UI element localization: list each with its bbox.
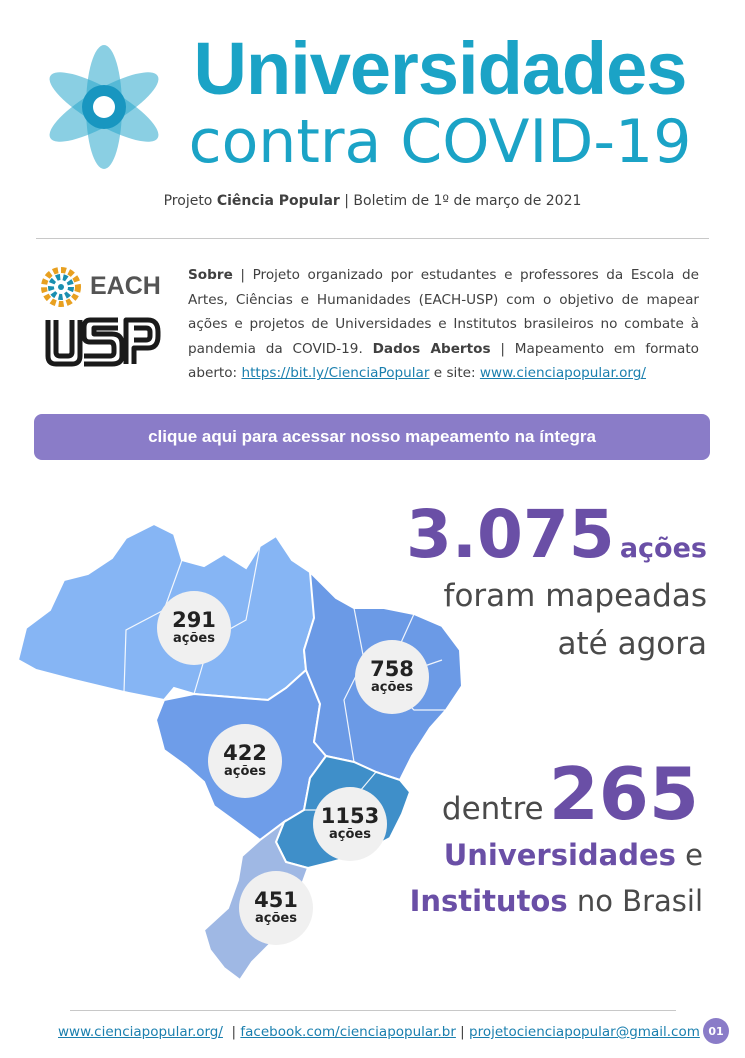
footer-divider [70, 1010, 676, 1011]
page-number-badge: 01 [703, 1018, 729, 1044]
institutions-caption-line2: Institutos no Brasil [409, 884, 703, 918]
footer-links: www.cienciapopular.org/ | facebook.com/cienciapopular.br | projetocienciapopular@gmail.com [58, 1024, 700, 1040]
bubble-norte: 291 ações [157, 591, 231, 665]
full-map-banner-button[interactable]: clique aqui para acessar nosso mapeamento na íntegra [34, 414, 710, 460]
about-text: Sobre | Projeto organizado por estudantes e professores da Escola de Artes, Ciências e Humanidades (EACH-USP) com o objetivo de mapear ações e projetos de Universidades e Institutos brasileiros no combate à pandemia da COVID-19. Dados Abertos | Mapeamento em formato aberto: https://bit.ly/CienciaPopular e site: www.cienciapopular.org/ [188, 267, 699, 382]
total-actions-stat [406, 496, 707, 573]
institutions-caption-line1: Universidades e [443, 838, 703, 872]
bubble-sudeste: 1153 ações [313, 787, 387, 861]
institutions-stat: dentre 265 [441, 752, 699, 836]
stat-caption-line2: até agora [557, 626, 707, 662]
page-title: Universidades [193, 27, 687, 110]
site-link[interactable]: www.cienciapopular.org/ [479, 365, 646, 382]
institutions-number: 265 [548, 752, 699, 836]
page-title-subline: contra COVID-19 [188, 107, 692, 177]
total-actions-number: 3.075 [405, 496, 615, 573]
total-actions-unit: ações [619, 533, 707, 564]
bubble-centro-oeste: 422 ações [208, 724, 282, 798]
usp-logo-icon [44, 316, 162, 368]
bulletin-subtitle: Projeto Ciência Popular | Boletim de 1º de março de 2021 [163, 193, 582, 209]
footer-site-link[interactable]: www.cienciapopular.org/ [58, 1024, 223, 1040]
bubble-nordeste: 758 ações [355, 640, 429, 714]
each-logo-icon [40, 266, 82, 308]
footer-facebook-link[interactable]: facebook.com/cienciapopular.br [240, 1024, 456, 1040]
each-logo-label: EACH [90, 272, 161, 300]
atom-logo-icon [46, 42, 162, 172]
stat-caption-line1: foram mapeadas [443, 578, 707, 614]
bitly-link[interactable]: https://bit.ly/CienciaPopular [241, 365, 430, 382]
footer-email-link[interactable]: projetocienciapopular@gmail.com [469, 1024, 700, 1040]
bubble-sul: 451 ações [239, 871, 313, 945]
divider [36, 238, 709, 239]
